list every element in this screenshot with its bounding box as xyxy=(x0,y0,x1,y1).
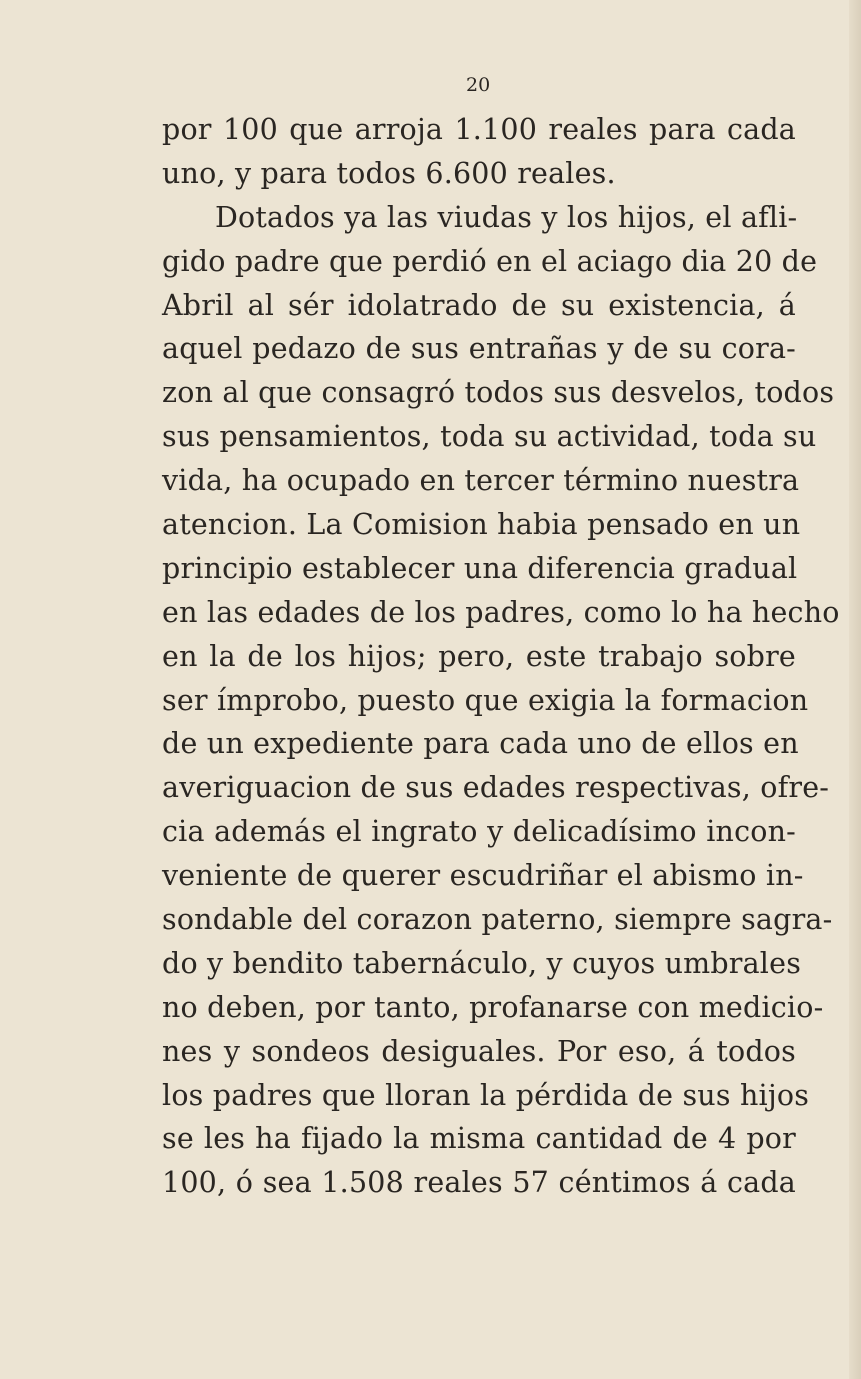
text-line: veniente de querer escudriñar el abismo in- xyxy=(162,859,804,893)
text-line: se les ha fijado la misma cantidad de 4 por xyxy=(162,1122,796,1156)
page-edge xyxy=(849,0,861,1379)
text-line: aquel pedazo de sus entrañas y de su cora- xyxy=(162,332,796,366)
text-line: 100, ó sea 1.508 reales 57 céntimos á cada xyxy=(162,1166,796,1200)
page-number: 20 xyxy=(466,74,491,96)
text-line: en las edades de los padres, como lo ha hecho xyxy=(162,595,840,629)
body-text xyxy=(162,108,840,1205)
text-line: Abril al sér idolatrado de su existencia, á xyxy=(162,288,796,322)
text-line: averiguacion de sus edades respectivas, ofre- xyxy=(162,771,830,805)
text-line: uno, y para todos 6.600 reales. xyxy=(162,156,616,190)
text-line: en la de los hijos; pero, este trabajo sobre xyxy=(162,639,796,673)
text-line: atencion. La Comision habia pensado en un xyxy=(162,508,801,542)
text-line: gido padre que perdió en el aciago dia 20 de xyxy=(162,244,818,278)
text-line: vida, ha ocupado en tercer término nuestra xyxy=(162,464,800,498)
text-line: sus pensamientos, toda su actividad, toda su xyxy=(162,420,817,454)
text-line: sondable del corazon paterno, siempre sagra- xyxy=(162,903,833,937)
text-line: Dotados ya las viudas y los hijos, el afli- xyxy=(215,200,798,234)
text-line: nes y sondeos desiguales. Por eso, á todos xyxy=(162,1034,796,1068)
text-line: no deben, por tanto, profanarse con medicio- xyxy=(162,990,824,1024)
text-line: principio establecer una diferencia gradual xyxy=(162,551,798,585)
text-line: ser ímprobo, puesto que exigia la formacion xyxy=(162,683,809,717)
text-line: do y bendito tabernáculo, y cuyos umbrales xyxy=(162,946,802,980)
text-line: por 100 que arroja 1.100 reales para cada xyxy=(162,113,796,146)
text-line: zon al que consagró todos sus desvelos, todos xyxy=(162,376,835,410)
text-line: cia además el ingrato y delicadísimo incon- xyxy=(162,815,796,849)
text-line: los padres que lloran la pérdida de sus hijos xyxy=(162,1078,810,1112)
text-line: de un expediente para cada uno de ellos en xyxy=(162,727,799,761)
